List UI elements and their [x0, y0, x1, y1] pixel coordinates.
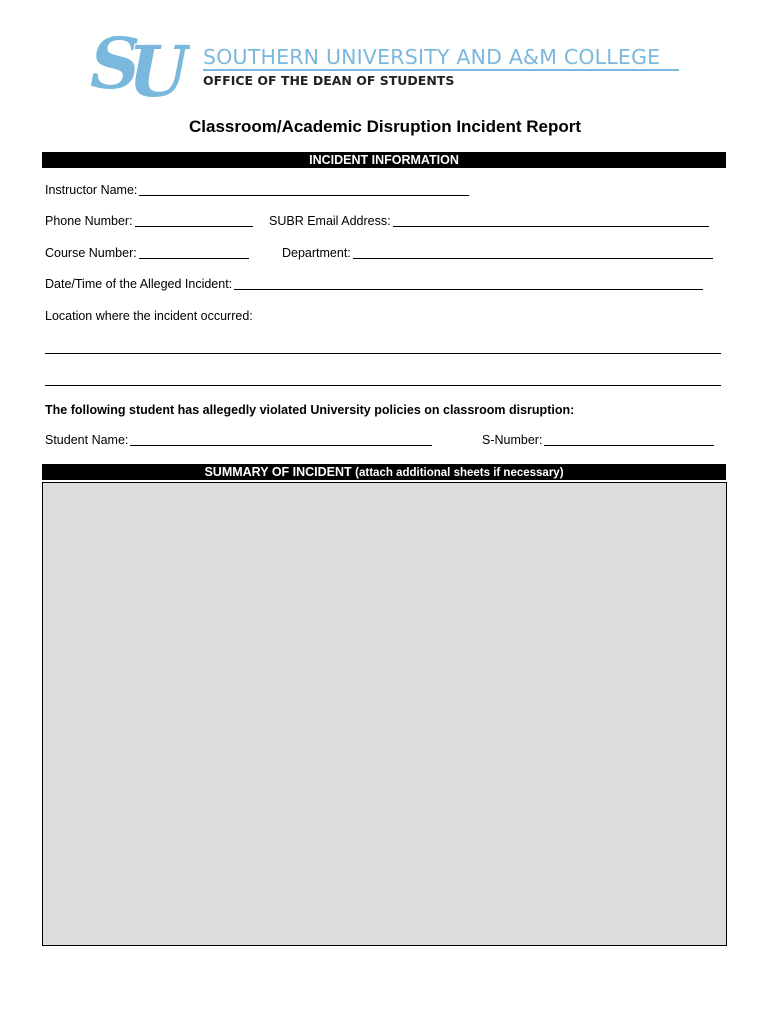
su-monogram-logo — [90, 26, 190, 106]
course-number-field[interactable] — [45, 246, 249, 260]
phone-number-label: Phone Number: — [45, 214, 133, 228]
subr-email-label: SUBR Email Address: — [269, 214, 391, 228]
location-label: Location where the incident occurred: — [45, 309, 253, 323]
department-line[interactable] — [353, 247, 713, 259]
date-time-line[interactable] — [234, 278, 703, 290]
student-statement: The following student has allegedly violated University policies on classroom disruption: — [45, 403, 575, 417]
instructor-name-line[interactable] — [139, 184, 469, 196]
course-number-line[interactable] — [139, 247, 249, 259]
header-divider — [203, 69, 679, 71]
date-time-label: Date/Time of the Alleged Incident: — [45, 277, 233, 291]
student-name-line[interactable] — [130, 434, 432, 446]
phone-number-line[interactable] — [135, 215, 253, 227]
summary-subheading: (attach additional sheets if necessary) — [355, 467, 564, 479]
s-number-field[interactable] — [482, 433, 714, 447]
course-number-label: Course Number: — [45, 246, 137, 260]
incident-information-header — [42, 152, 726, 168]
location-line-2[interactable] — [45, 385, 721, 386]
student-name-label: Student Name: — [45, 433, 129, 447]
summary-text-area[interactable] — [42, 482, 727, 946]
office-name: OFFICE OF THE DEAN OF STUDENTS — [203, 73, 455, 88]
s-number-line[interactable] — [544, 434, 714, 446]
phone-number-field[interactable] — [45, 214, 253, 228]
page-title: Classroom/Academic Disruption Incident Report — [188, 117, 581, 136]
subr-email-field[interactable] — [269, 214, 709, 228]
university-name: SOUTHERN UNIVERSITY AND A&M COLLEGE — [203, 45, 661, 69]
department-label: Department: — [282, 246, 351, 260]
location-field — [45, 309, 253, 323]
subr-email-line[interactable] — [393, 215, 709, 227]
s-number-label: S-Number: — [482, 433, 543, 447]
department-field[interactable] — [282, 246, 713, 260]
instructor-name-field[interactable] — [45, 183, 469, 197]
summary-heading: SUMMARY OF INCIDENT — [204, 465, 352, 479]
student-name-field[interactable] — [45, 433, 432, 447]
svg-text:S: S — [90, 26, 141, 105]
summary-of-incident-header — [42, 464, 726, 480]
svg-text:U: U — [128, 30, 190, 106]
date-time-field[interactable] — [45, 277, 703, 291]
incident-information-label: INCIDENT INFORMATION — [309, 153, 459, 167]
instructor-name-label: Instructor Name: — [45, 183, 138, 197]
location-line-1[interactable] — [45, 353, 721, 354]
